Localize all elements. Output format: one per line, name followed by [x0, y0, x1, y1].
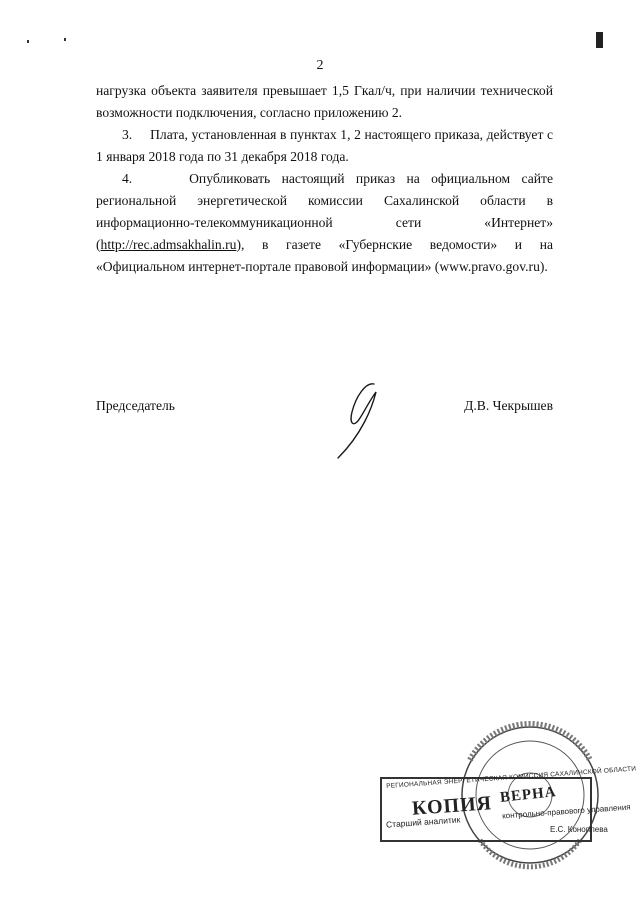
- document-body: [96, 80, 553, 278]
- stamp-organization: РЕГИОНАЛЬНАЯ ЭНЕРГЕТИЧЕСКАЯ КОМИССИЯ САХАЛИНСКОЙ ОБЛАСТИ: [386, 765, 637, 790]
- handwritten-signature: [330, 378, 400, 463]
- paragraph-4: [96, 168, 553, 278]
- signer-name: Д.В. Чекрышев: [464, 398, 553, 413]
- paragraph-3: 3. Плата, установленная в пунктах 1, 2 настоящего приказа, действует с 1 января 2018 года по 31 декабря 2018 года.: [96, 127, 553, 164]
- paragraph-4-text-end: ), в газете «Губернские ведомости» и на «Официальном интернет-портале правовой информации» (www.pravo.gov.ru).: [96, 237, 553, 274]
- stamp-signer-name: Е.С. Коноплева: [550, 825, 608, 834]
- paragraph-4-text: 4. Опубликовать настоящий приказ на официальном сайте региональной энергетической комиссии Сахалинской области в информационно-телекоммуникационной сети «Интернет» (: [96, 171, 553, 252]
- rec-website-link[interactable]: http://rec.admsakhalin.ru: [100, 237, 237, 252]
- signature-row: [96, 398, 553, 414]
- corner-mark: [596, 32, 603, 48]
- scan-speck: [27, 40, 29, 43]
- scan-speck: [64, 38, 66, 41]
- stamp-position: Старший аналитик: [385, 814, 461, 830]
- copy-certification-stamp: [380, 765, 637, 842]
- page-number: 2: [316, 58, 324, 73]
- paragraph-continuation: нагрузка объекта заявителя превышает 1,5 Гкал/ч, при наличии технической возможности подключения, согласно приложению 2.: [96, 83, 553, 120]
- stamp-copy-word: КОПИЯ: [411, 792, 493, 820]
- stamp-department: контрольно-правового управления: [501, 802, 631, 821]
- stamp-true-word: ВЕРНА: [499, 784, 558, 806]
- signer-position: Председатель: [96, 398, 175, 413]
